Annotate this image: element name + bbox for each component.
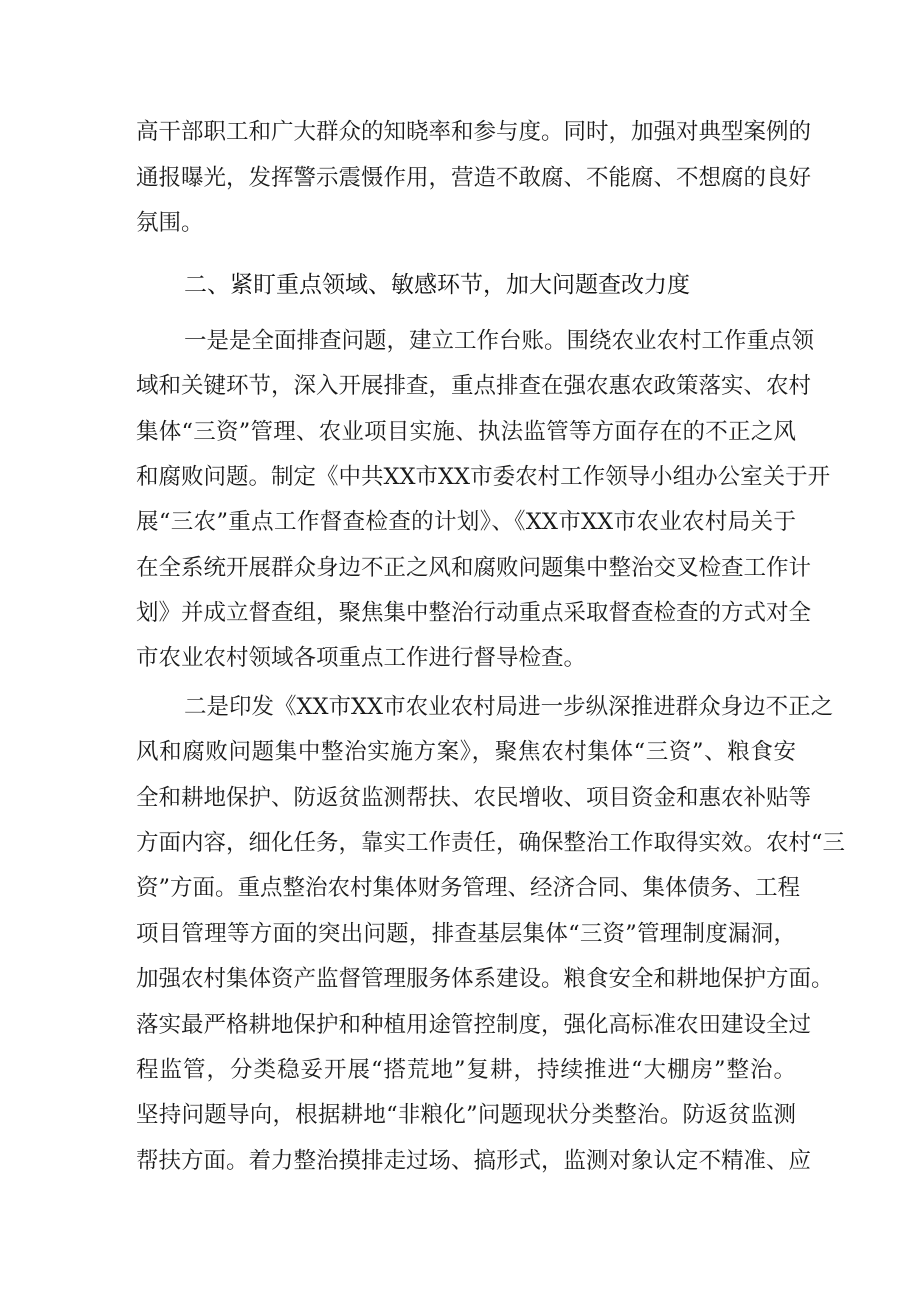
- body-text-line: 加强农村集体资产监督管理服务体系建设。粮食安全和耕地保护方面。: [136, 966, 834, 992]
- body-text-line: 坚持问题导向，根据耕地“非粮化”问题现状分类整治。防返贫监测: [136, 1102, 796, 1128]
- body-text-line: 项目管理等方面的突出问题，排查基层集体“三资”管理制度漏洞，: [136, 921, 796, 947]
- body-text-line: 和腐败问题。制定《中共XX市XX市委农村工作领导小组办公室关于开: [136, 464, 831, 490]
- body-text-line: 一是是全面排查问题，建立工作台账。围绕农业农村工作重点领: [184, 328, 815, 354]
- body-text-line: 二是印发《XX市XX市农业农村局进一步纵深推进群众身边不正之: [184, 694, 834, 720]
- body-text-line: 程监管，分类稳妥开展“搭荒地”复耕，持续推进“大棚房”整治。: [136, 1057, 796, 1083]
- body-text-line: 划》并成立督查组，聚焦集中整治行动重点采取督查检查的方式对全: [136, 600, 812, 626]
- body-text-line: 高干部职工和广大群众的知晓率和参与度。同时，加强对典型案例的: [136, 119, 812, 145]
- body-text-line: 在全系统开展群众身边不正之风和腐败问题集中整治交叉检查工作计: [136, 555, 812, 581]
- body-text-line: 落实最严格耕地保护和种植用途管控制度，强化高标准农田建设全过: [136, 1012, 812, 1038]
- body-text-line: 氛围。: [136, 210, 204, 236]
- body-text-line: 展“三农”重点工作督查检查的计划》、《XX市XX市农业农村局关于: [136, 509, 796, 535]
- section-heading: 二、紧盯重点领域、敏感环节，加大问题查改力度: [184, 272, 690, 298]
- body-text-line: 市农业农村领域各项重点工作进行督导检查。: [136, 645, 587, 671]
- body-text-line: 资”方面。重点整治农村集体财务管理、经济合同、集体债务、工程: [136, 875, 801, 901]
- body-text-line: 通报曝光，发挥警示震慑作用，营造不敢腐、不能腐、不想腐的良好: [136, 165, 812, 191]
- body-text-line: 帮扶方面。着力整治摸排走过场、搞形式，监测对象认定不精准、应: [136, 1148, 812, 1174]
- body-text-line: 风和腐败问题集中整治实施方案》，聚焦农村集体“三资”、粮食安: [136, 739, 796, 765]
- body-text-line: 集体“三资”管理、农业项目实施、执法监管等方面存在的不正之风: [136, 419, 796, 445]
- body-text-line: 域和关键环节，深入开展排查，重点排查在强农惠农政策落实、农村: [136, 373, 812, 399]
- body-text-line: 全和耕地保护、防返贫监测帮扶、农民增收、项目资金和惠农补贴等: [136, 785, 812, 811]
- body-text-line: 方面内容，细化任务，靠实工作责任，确保整治工作取得实效。农村“三: [136, 830, 846, 856]
